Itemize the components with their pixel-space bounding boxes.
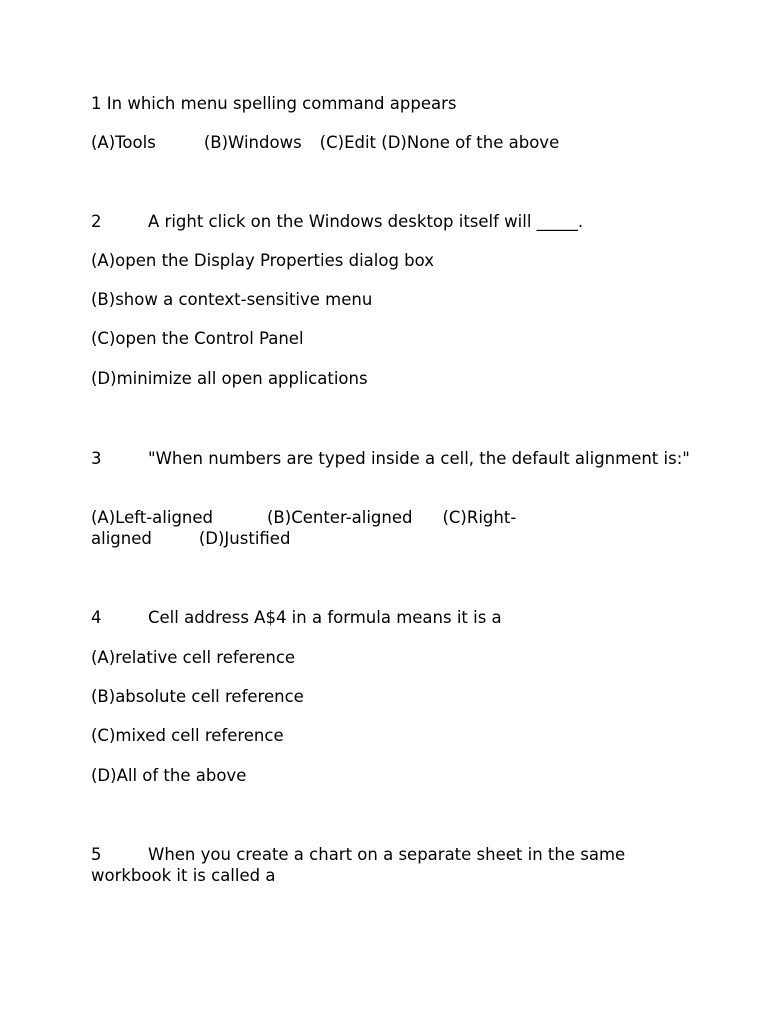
question-4-option-b: (B)absolute cell reference — [91, 687, 304, 706]
question-2-option-d: (D)minimize all open applications — [91, 369, 368, 388]
option-c: (C)Right- — [442, 508, 517, 527]
question-text: A right click on the Windows desktop itself will _____. — [148, 212, 584, 231]
option-d: (D)Justified — [198, 529, 291, 548]
question-number: 2 — [91, 212, 102, 231]
question-3-options-line-2 — [91, 528, 290, 549]
question-text: When you create a chart on a separate sheet in the same workbook it is called a — [91, 845, 626, 885]
question-2-option-b: (B)show a context-sensitive menu — [91, 290, 373, 309]
question-number: 3 — [91, 449, 102, 468]
question-number: 5 — [91, 845, 102, 864]
option-a: (A)Left-aligned — [91, 508, 213, 527]
option-c-continued: aligned — [91, 529, 152, 548]
question-2 — [91, 211, 583, 232]
question-2-option-a: (A)open the Display Properties dialog box — [91, 251, 434, 270]
question-4-option-d: (D)All of the above — [91, 766, 247, 785]
question-1 — [91, 93, 456, 114]
question-text: "When numbers are typed inside a cell, the default alignment is:" — [148, 449, 690, 468]
question-number: 1 — [91, 94, 102, 113]
question-1-options — [91, 132, 559, 153]
option-b: (B)Center-aligned — [267, 508, 413, 527]
question-5 — [91, 844, 661, 886]
question-4-option-a: (A)relative cell reference — [91, 648, 296, 667]
question-4-option-c: (C)mixed cell reference — [91, 726, 284, 745]
option-c: (C)Edit — [319, 133, 377, 152]
question-4 — [91, 607, 502, 628]
option-b: (B)Windows — [203, 133, 302, 152]
question-text: Cell address A$4 in a formula means it is a — [148, 608, 502, 627]
option-d: (D)None of the above — [381, 133, 560, 152]
option-a: (A)Tools — [91, 133, 156, 152]
question-2-option-c: (C)open the Control Panel — [91, 329, 304, 348]
question-3 — [91, 448, 691, 469]
question-3-options-line-1 — [91, 507, 516, 528]
question-text: In which menu spelling command appears — [106, 94, 457, 113]
question-number: 4 — [91, 608, 102, 627]
